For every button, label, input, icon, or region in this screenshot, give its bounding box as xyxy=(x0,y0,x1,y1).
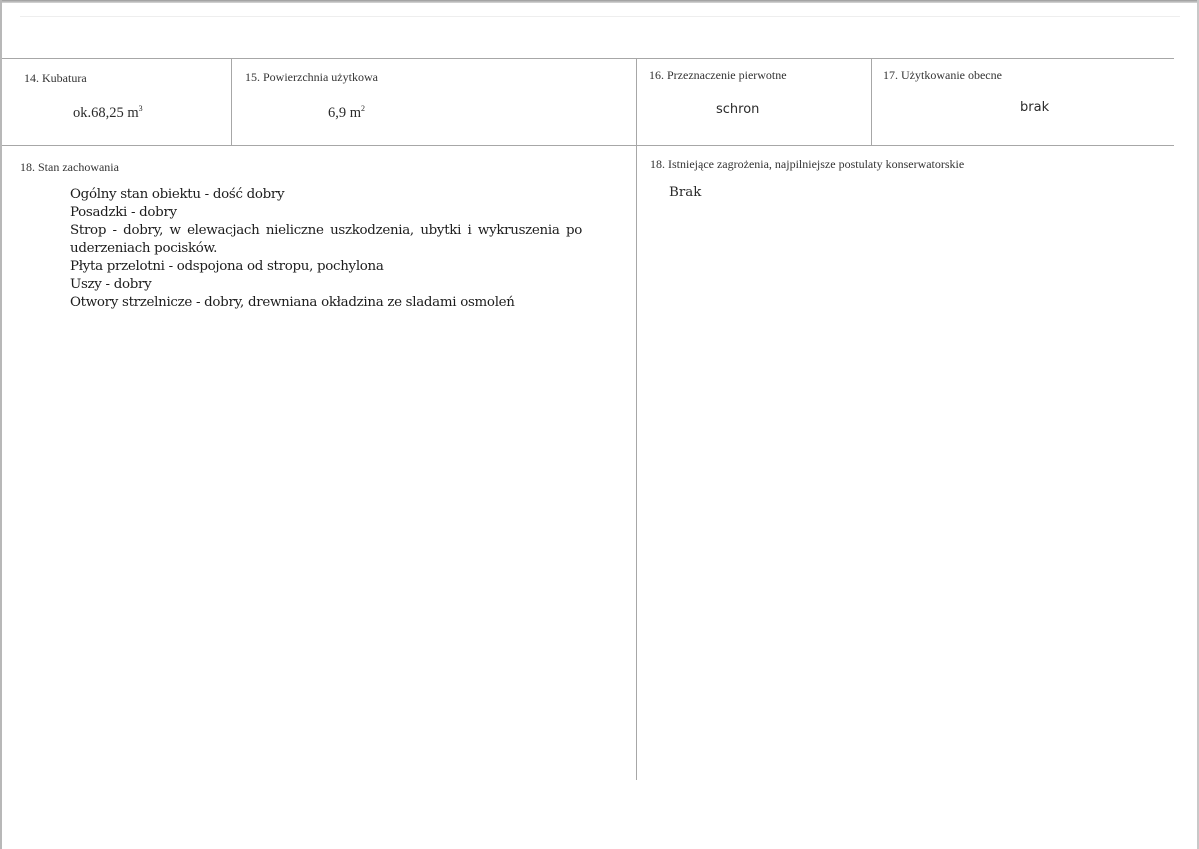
uzytkowanie-label: 17. Użytkowanie obecne xyxy=(883,68,1002,82)
powierzchnia-value xyxy=(328,104,365,122)
table-top-border xyxy=(2,58,1174,59)
condition-line: Otwory strzelnicze - dobry, drewniana okładzina ze sladami osmoleń xyxy=(70,295,515,310)
condition-line: Ogólny stan obiektu - dość dobry xyxy=(70,187,285,202)
condition-line: Posadzki - dobry xyxy=(70,205,177,220)
kubatura-label: 14. Kubatura xyxy=(24,71,87,85)
kubatura-unit-exponent: 3 xyxy=(138,104,143,113)
powierzchnia-label: 15. Powierzchnia użytkowa xyxy=(245,70,378,84)
kubatura-value xyxy=(73,104,143,122)
powierzchnia-unit-exponent: 2 xyxy=(361,104,366,113)
stan-zachowania-text xyxy=(70,186,582,312)
powierzchnia-value-text: 6,9 m xyxy=(328,104,362,121)
faint-guide-line xyxy=(20,16,1180,17)
zagrozenia-value: Brak xyxy=(669,185,702,200)
column-divider-16-17 xyxy=(871,58,872,145)
zagrozenia-label: 18. Istniejące zagrożenia, najpilniejsze postulaty konserwatorskie xyxy=(650,157,965,171)
column-divider-14-15 xyxy=(231,58,232,145)
condition-line: Strop - dobry, w elewacjach nieliczne uszkodzenia, ubytki i wykruszenia po xyxy=(70,223,582,238)
condition-line: Płyta przelotni - odspojona od stropu, pochylona xyxy=(70,259,384,274)
przeznaczenie-label: 16. Przeznaczenie pierwotne xyxy=(649,68,787,82)
column-divider-main xyxy=(636,58,637,780)
stan-zachowania-label: 18. Stan zachowania xyxy=(20,160,119,174)
condition-line: Uszy - dobry xyxy=(70,277,152,292)
uzytkowanie-value: brak xyxy=(1020,100,1050,115)
przeznaczenie-value: schron xyxy=(716,102,760,117)
scan-top-edge xyxy=(0,0,1199,3)
scan-left-edge xyxy=(0,0,2,849)
condition-line: uderzeniach pocisków. xyxy=(70,241,218,256)
kubatura-value-text: ok.68,25 m xyxy=(73,104,139,121)
row-divider xyxy=(2,145,1174,146)
